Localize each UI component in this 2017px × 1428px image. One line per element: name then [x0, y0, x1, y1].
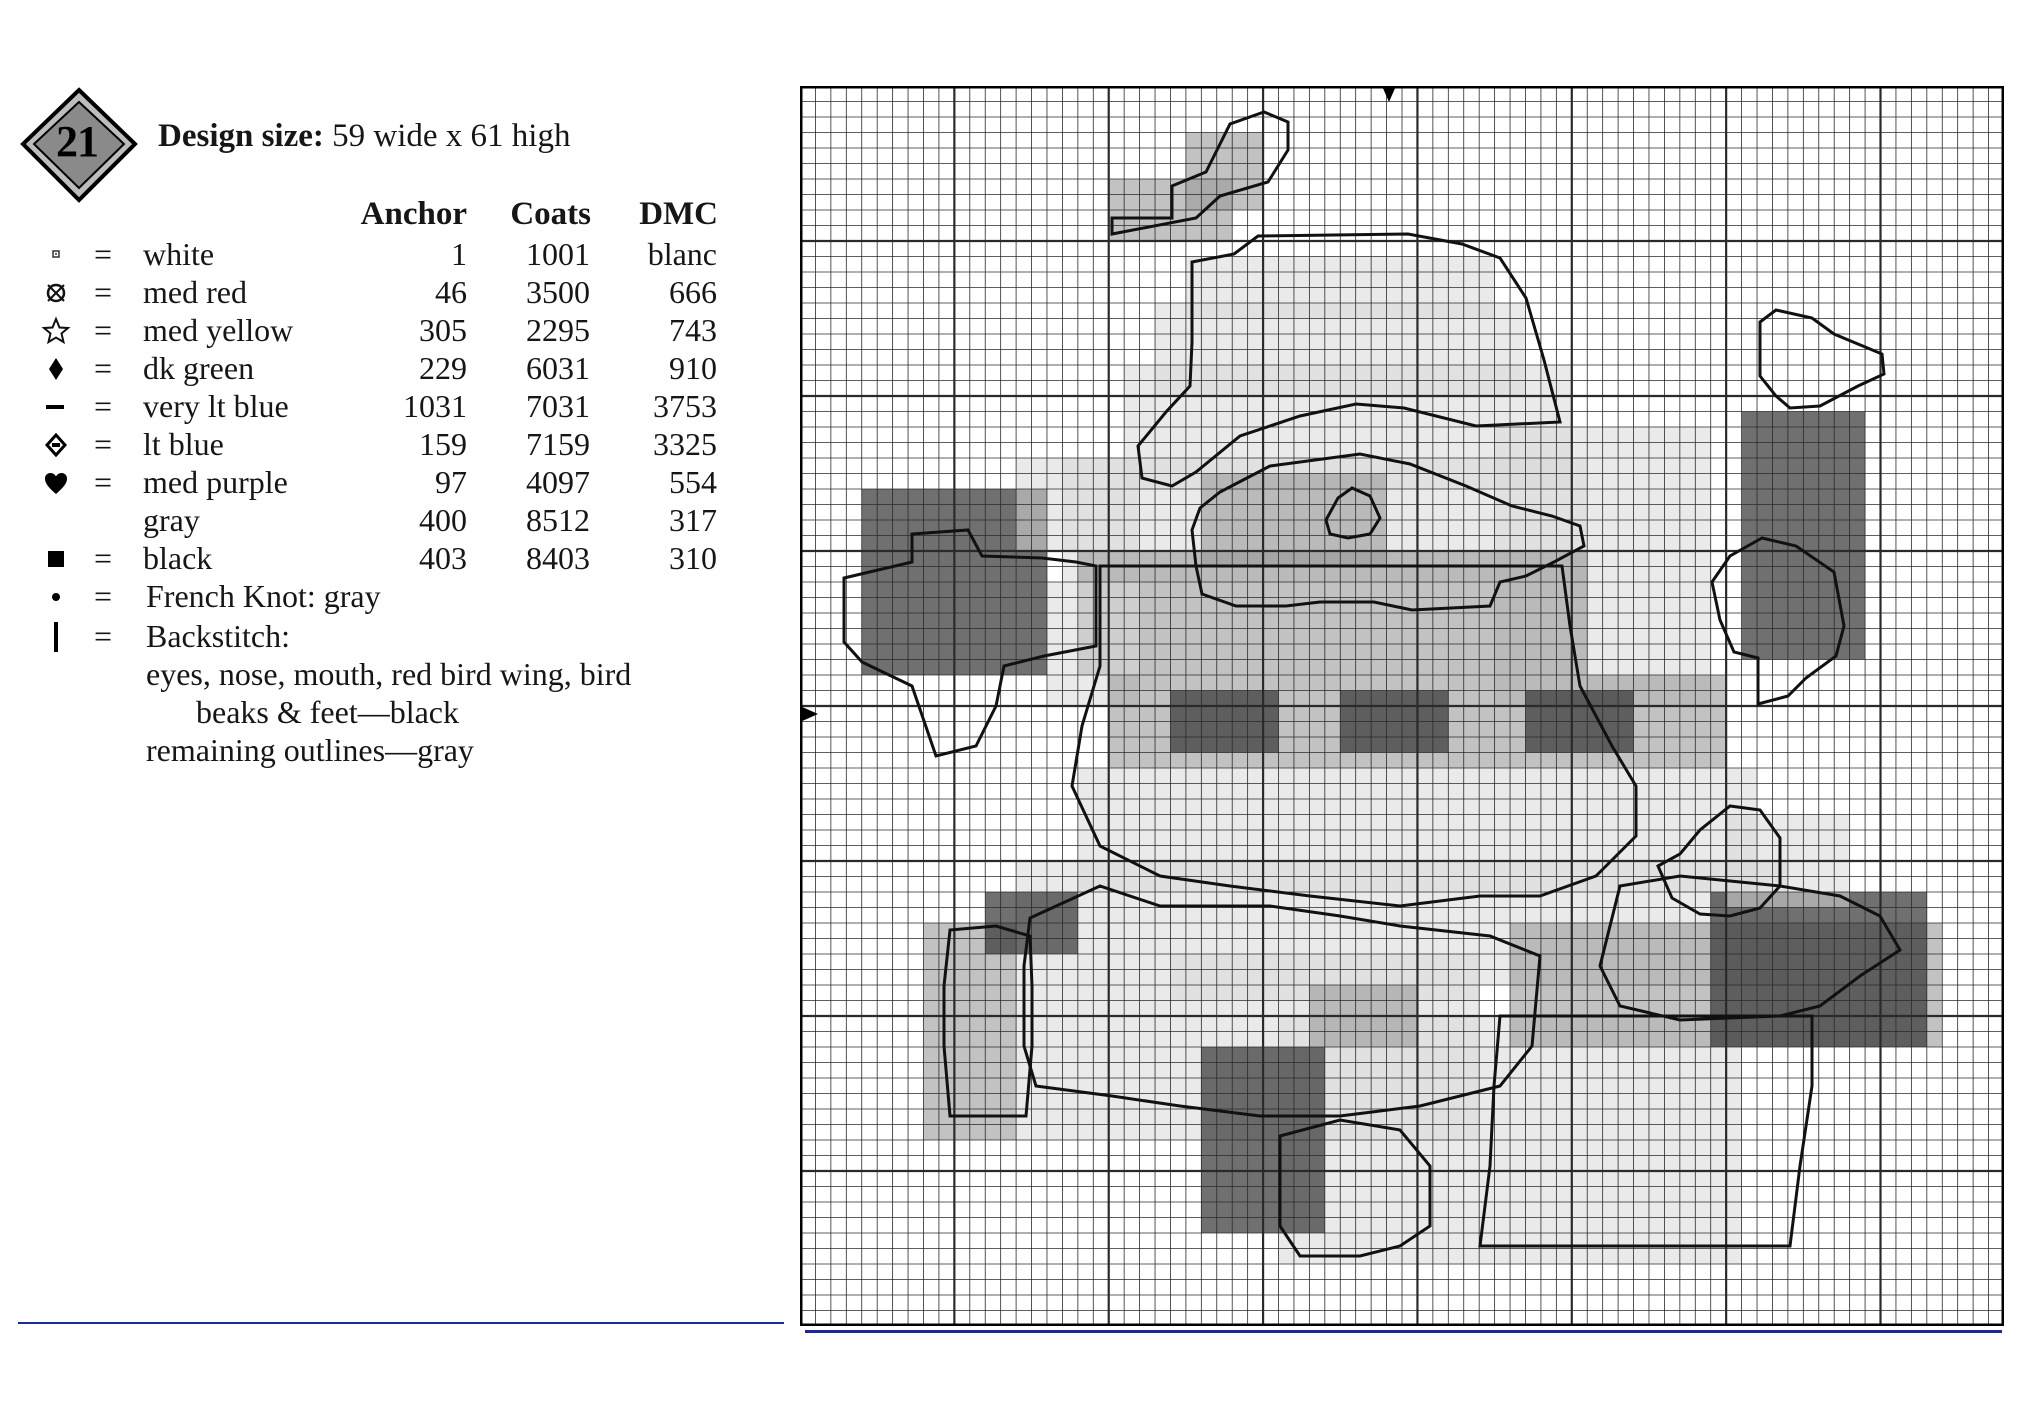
header-coats: Coats	[510, 196, 591, 232]
stitch-region	[1186, 133, 1263, 211]
french-knot-text: French Knot: gray	[146, 578, 381, 614]
dot-square-icon	[40, 240, 74, 270]
key-dmc: 666	[669, 274, 717, 310]
diamond-filled-icon	[40, 354, 74, 384]
key-row-lt-blue	[0, 426, 740, 464]
key-coats: 8403	[526, 540, 590, 576]
header-anchor: Anchor	[360, 196, 467, 232]
design-size-label: Design size:	[158, 118, 324, 154]
key-color-name: dk green	[143, 350, 255, 386]
key-coats: 2295	[526, 312, 590, 348]
chart-grid	[800, 86, 2004, 1326]
design-size-value: 59 wide x 61 high	[332, 118, 571, 154]
key-eq: =	[94, 578, 113, 614]
key-dmc: 554	[669, 464, 717, 500]
dot-icon	[40, 582, 74, 612]
key-color-name: very lt blue	[143, 388, 289, 424]
key-row-very-lt-blue	[0, 388, 740, 426]
key-row-backstitch	[0, 618, 740, 656]
vertical-line-icon	[40, 622, 74, 652]
key-anchor: 400	[419, 502, 467, 538]
key-coats: 7031	[526, 388, 590, 424]
key-eq: =	[94, 426, 113, 462]
diamond-outline-dot-icon	[40, 430, 74, 460]
key-eq: =	[94, 464, 113, 500]
key-coats: 6031	[526, 350, 590, 386]
key-color-name: black	[143, 540, 213, 576]
star-outline-icon	[40, 316, 74, 346]
key-eq: =	[94, 388, 113, 424]
pattern-number: 21	[56, 116, 98, 166]
key-dmc: 743	[669, 312, 717, 348]
key-dmc: 3753	[653, 388, 717, 424]
key-anchor: 305	[419, 312, 467, 348]
dash-icon	[40, 392, 74, 422]
key-coats: 8512	[526, 502, 590, 538]
design-size	[158, 118, 570, 155]
key-eq: =	[94, 618, 113, 654]
header-dmc: DMC	[639, 196, 718, 232]
key-row-white	[0, 236, 740, 274]
key-coats: 4097	[526, 464, 590, 500]
key-anchor: 46	[435, 274, 467, 310]
pattern-number-badge	[20, 86, 138, 204]
key-row-dk-green	[0, 350, 740, 388]
key-color-name: gray	[143, 502, 200, 538]
key-dmc: blanc	[647, 236, 717, 272]
key-coats: 7159	[526, 426, 590, 462]
key-anchor: 229	[419, 350, 467, 386]
key-eq: =	[94, 540, 113, 576]
key-coats: 3500	[526, 274, 590, 310]
key-dmc: 910	[669, 350, 717, 386]
heart-icon	[40, 468, 74, 498]
key-anchor: 1	[451, 236, 467, 272]
key-anchor: 97	[435, 464, 467, 500]
backstitch-line-3: remaining outlines—gray	[146, 732, 474, 768]
key-eq: =	[94, 274, 113, 310]
key-dmc: 310	[669, 540, 717, 576]
key-dmc: 3325	[653, 426, 717, 462]
cross-stitch-chart	[800, 86, 2004, 1326]
backstitch-line-1: eyes, nose, mouth, red bird wing, bird	[146, 656, 632, 692]
key-color-name: med yellow	[143, 312, 294, 348]
key-dmc: 317	[669, 502, 717, 538]
square-filled-icon	[40, 544, 74, 574]
footer-rule-left	[18, 1322, 784, 1324]
backstitch-line-2: beaks & feet—black	[196, 694, 459, 730]
key-row-black	[0, 540, 740, 578]
key-row-med-red	[0, 274, 740, 312]
key-row-med-purple	[0, 464, 740, 502]
key-row-med-yellow	[0, 312, 740, 350]
key-anchor: 403	[419, 540, 467, 576]
key-eq: =	[94, 312, 113, 348]
key-color-name: lt blue	[143, 426, 224, 462]
key-color-name: white	[143, 236, 215, 272]
key-row-gray	[0, 502, 740, 540]
crossed-circle-icon	[40, 278, 74, 308]
key-coats: 1001	[526, 236, 590, 272]
key-row-french-knot	[0, 578, 740, 616]
key-eq: =	[94, 350, 113, 386]
key-color-name: med red	[143, 274, 247, 310]
footer-rule-right	[805, 1330, 2002, 1333]
key-anchor: 159	[419, 426, 467, 462]
key-eq: =	[94, 236, 113, 272]
key-color-name: med purple	[143, 464, 288, 500]
key-anchor: 1031	[403, 388, 467, 424]
backstitch-label: Backstitch:	[146, 618, 290, 654]
